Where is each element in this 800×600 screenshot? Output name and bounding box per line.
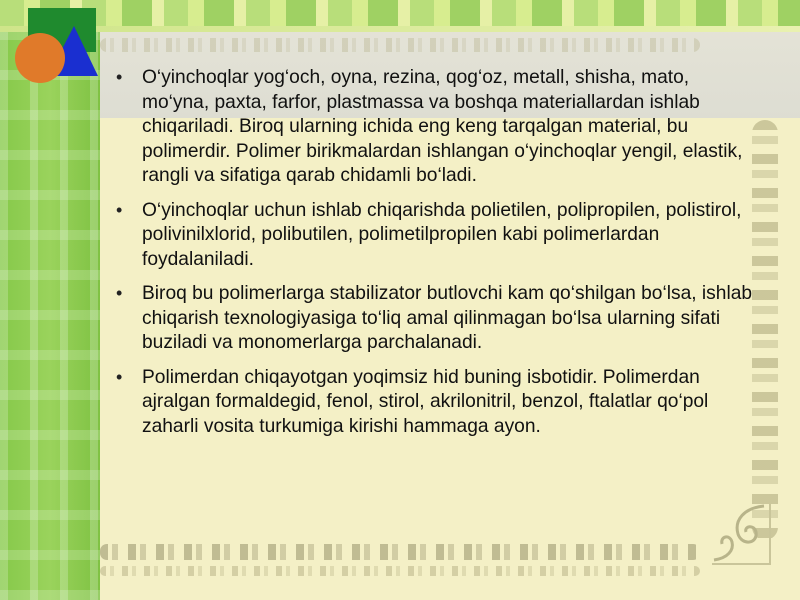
bullet-item: [110, 66, 760, 189]
bullet-list: [110, 66, 760, 439]
bullet-text: O‘yinchoqlar yog‘och, oyna, rezina, qog‘oz, metall, shisha, mato, mo‘yna, paxta, farfor, plastmassa va boshqa materiallardan ishlab chiqariladi. Biroq ularning ichida eng keng tarqalgan material, bu polimerdir. Polimer birikmalardan ishlangan o‘yinchoqlar yengil, elastik, rangli va sifatiga qarab chidamli bo‘ladi.: [142, 67, 743, 186]
bottom-ornament-line: [100, 566, 700, 576]
bullet-item: [110, 282, 760, 356]
slide-content: [110, 66, 760, 449]
bullet-text: Biroq bu polimerlarga stabilizator butlovchi kam qo‘shilgan bo‘lsa, ishlab chiqarish texnologiyasiga to‘liq amal qilinmagan bo‘lsa ularning sifati buziladi va monomerlarga parchalanadi.: [142, 283, 753, 353]
bullet-item: [110, 199, 760, 273]
bullet-text: O‘yinchoqlar uchun ishlab chiqarishda polietilen, polipropilen, polistirol, polivinilxlorid, polibutilen, polimetilpropilen kabi polimerlardan foydalaniladi.: [142, 199, 742, 270]
bottom-ornament: [100, 544, 700, 560]
top-ornament: [100, 38, 700, 52]
bullet-dot: •: [116, 283, 123, 303]
bullet-text: Polimerdan chiqayotgan yoqimsiz hid buning isbotidir. Polimerdan ajralgan formaldegid, fenol, stirol, akrilonitril, benzol, ftalatlar qo‘pol zaharli vosita turkumiga kirishi hammaga ayon.: [142, 366, 709, 437]
bullet-dot: •: [116, 67, 123, 87]
bullet-item: [110, 366, 760, 440]
bullet-dot: •: [116, 366, 123, 387]
left-decor-strip: [0, 0, 100, 600]
shapes-logo-icon: [6, 6, 98, 84]
top-decor-strip: [0, 0, 800, 32]
bullet-dot: •: [116, 199, 123, 220]
corner-ornament-icon: [704, 498, 776, 570]
